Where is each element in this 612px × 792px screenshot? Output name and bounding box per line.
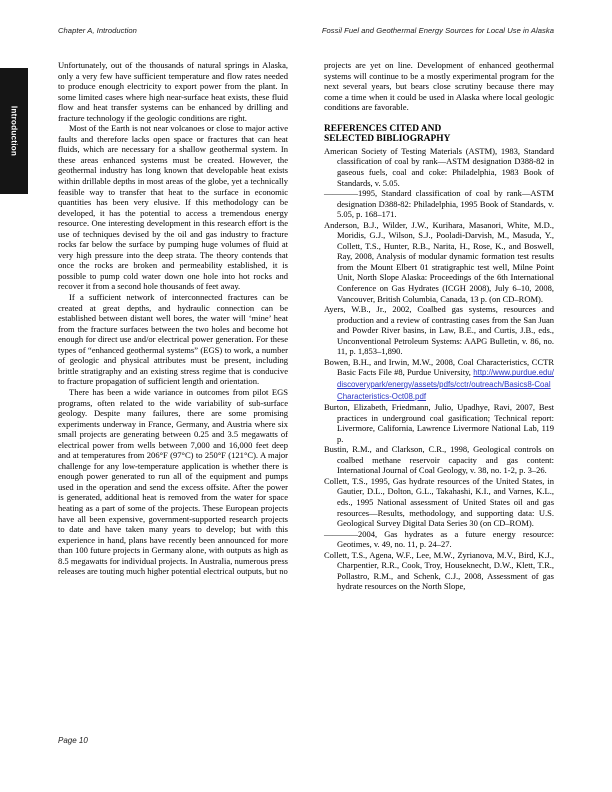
chapter-side-tab-label: Introduction bbox=[9, 105, 19, 157]
chapter-side-tab bbox=[0, 68, 28, 194]
running-head bbox=[58, 26, 554, 40]
references-section-heading bbox=[324, 124, 554, 145]
bibliography-entry: ————1995, Standard classification of coal by rank—ASTM designation D388-82: Philadelphia, 1995 Book of Standards, v. 5.05, p. 168–171. bbox=[324, 188, 554, 220]
running-head-chapter: Chapter A, Introduction bbox=[58, 26, 137, 35]
left-text-column bbox=[58, 60, 288, 577]
body-paragraph-continued: projects are yet on line. Development of enhanced geothermal systems will continue to be a mostly experimental program for the next several years, but bears close scrutiny because there may come a time when it could be used in Alaska where local geologic conditions are favorable. bbox=[324, 60, 554, 113]
right-text-column bbox=[324, 60, 554, 592]
bibliography-entry: Collett, T.S., Agena, W.F., Lee, M.W., Zyrianova, M.V., Bird, K.J., Charpentier, R.R., Cook, Troy, Houseknecht, D.W., Klett, T.R., Pollastro, R.M., and Schenk, C.J., 2008, Assessment of gas hydrate resources on the North Slope, bbox=[324, 549, 554, 592]
bibliography-entry: Ayers, W.B., Jr., 2002, Coalbed gas systems, resources and production and a review of contrasting cases from the San Juan and Powder River basins, in Law, B.E., and Curtis, J.B., eds., Unconventional Petroleum Systems: AAPG Bulletin, v. 86, no. 11, p. 1,853–1,890. bbox=[324, 304, 554, 357]
bibliography-entry: American Society of Testing Materials (ASTM), 1983, Standard classification of coal by rank—ASTM designation D388-82 in gaseous fuels, coal and coke: Philadelphia, 1983 Book of Standards, v. 5.05. bbox=[324, 145, 554, 188]
running-head-title: Fossil Fuel and Geothermal Energy Sources for Local Use in Alaska bbox=[321, 26, 554, 35]
bibliography-entry: Bustin, R.M., and Clarkson, C.R., 1998, Geological controls on coalbed methane reservoir capacity and gas content: International Journal of Coal Geology, v. 38, no. 1-2, p. 3–26. bbox=[324, 444, 554, 476]
purdue-cctr-url-link[interactable]: http://www.purdue.edu/discoverypark/energy/assets/pdfs/cctr/outreach/Basics8-CoalCharacteristics-Oct08.pdf bbox=[337, 368, 554, 401]
page-footer bbox=[58, 736, 554, 748]
bibliography-entry-with-link bbox=[324, 357, 554, 402]
bibliography-entry: Burton, Elizabeth, Friedmann, Julio, Upadhye, Ravi, 2007, Best practices in underground coal gasification; Technical report: Livermore, California, Lawrence Livermore National Lab, 119 p. bbox=[324, 402, 554, 444]
body-paragraph: If a sufficient network of interconnected fractures can be created at great depths, and hydraulic connection can be established between distant well bores, the water will ‘mine’ heat from the fracture surfaces between the two holes and become hot enough for direct use and/or electrical power generation. For these types of “enhanced geothermal systems” (EGS) to work, a number of geologic and physical attributes must be present, including brittle stratigraphy and an existing stress regime that is conducive to fracture propagation of sufficient length and orientation. bbox=[58, 292, 288, 387]
bibliography-entry: ————2004, Gas hydrates as a future energy resource: Geotimes, v. 49, no. 11, p. 24–27. bbox=[324, 528, 554, 550]
bibliography-entry: Anderson, B.J., Wilder, J.W., Kurihara, Masanori, White, M.D., Moridis, G.J., Wilson, S.J., Pooladi-Darvish, M., Masuda, Y., Collett, T.S., Hunter, R.B., Narita, H., Rose, K., and Boswell, Ray, 2008, Analysis of modular dynamic formation test results from the Mount Elbert 01 stratigraphic test well, Milne Point Unit, North Slope Alaska: Proceedings of the 6th International Conference on Gas Hydrates (ICGH 2008), July 6–10, 2008, Vancouver, British Columbia, Canada, 13 p. (on CD–ROM). bbox=[324, 219, 554, 304]
body-paragraph: Most of the Earth is not near volcanoes or close to major active faults and therefore lacks open space or fractures that can heat fluids, which are necessary for a shallow geothermal system. In these areas enhanced systems must be created. However, the geothermal industry has long known that developable heat exists within drillable depths in most areas of the globe, yet a technically feasible way to transfer that heat to the surface in economic quantities has been very elusive. If this methodology can be developed, it has the potential to access a tremendous energy resource. One interesting development in this research effort is the use of techniques devised by the oil and gas industry to fracture rocks far below the surface by pumping huge volumes of fluid at very high pressure into the deep strata. The theory contends that once the rocks are broken and permeability established, it is possible to pump cold water down one hole into hot rocks and recover it from a second hole thousands of feet away. bbox=[58, 123, 288, 292]
bibliography-list bbox=[324, 146, 554, 592]
page-content bbox=[58, 60, 554, 732]
body-paragraph: There has been a wide variance in outcomes from pilot EGS programs, often related to the wide variability of sub-surface geology. Despite many failures, there are some promising experiments underway in France, Germany, and Austria where six small projects are generating between 0.25 and 3.5 megawatts of electrical power from wells between 7,000 and 16,000 feet deep and at temperatures from 206°F (97°C) to 250°F (121°C). A major challenge for any low-temperature application is whether there is enough power generated to run all of the equipment and pumps used in the operation and send the excess offsite. After the power is generated, additional heat is removed from the water for space heating as a part of some of the projects. These European projects have all been expensive, government-supported research projects to date and have taken many years to develop; but with this experience in hand, plans have recently been announced for more than 100 future projects in Germany alone, with outputs as high as 8.5 megawatts for individual projects. In Australia, numerous press releases are touting much higher potential electrical outputs, but no bbox=[58, 386, 288, 577]
body-paragraph: Unfortunately, out of the thousands of natural springs in Alaska, only a very few have sufficient temperature and flow rates needed to produce enough electricity to export power from the plant. In some limited cases where high near-surface heat exists, these fluid flow and heat transfer systems can be enhanced by drilling and fracture technology if the geologic conditions are right. bbox=[58, 60, 288, 123]
bibliography-entry: Collett, T.S., 1995, Gas hydrate resources of the United States, in Gautier, D.L., Dolton, G.L., Takahashi, K.I., and Varnes, K.L., eds., 1995 National assessment of United States oil and gas resources—Results, methodology, and supporting data: U.S. Geological Survey Digital Data Series 30 (on CD–ROM). bbox=[324, 475, 554, 529]
references-heading-line-2: SELECTED BIBLIOGRAPHY bbox=[324, 134, 451, 145]
bibliography-entry-text: Bowen, B.H., and Irwin, M.W., 2008, Coal Characteristics, CCTR Basic Facts File #8, Purdue University, bbox=[324, 356, 554, 378]
page-number: Page 10 bbox=[58, 736, 88, 745]
references-heading-line-1: REFERENCES CITED AND bbox=[324, 123, 442, 134]
